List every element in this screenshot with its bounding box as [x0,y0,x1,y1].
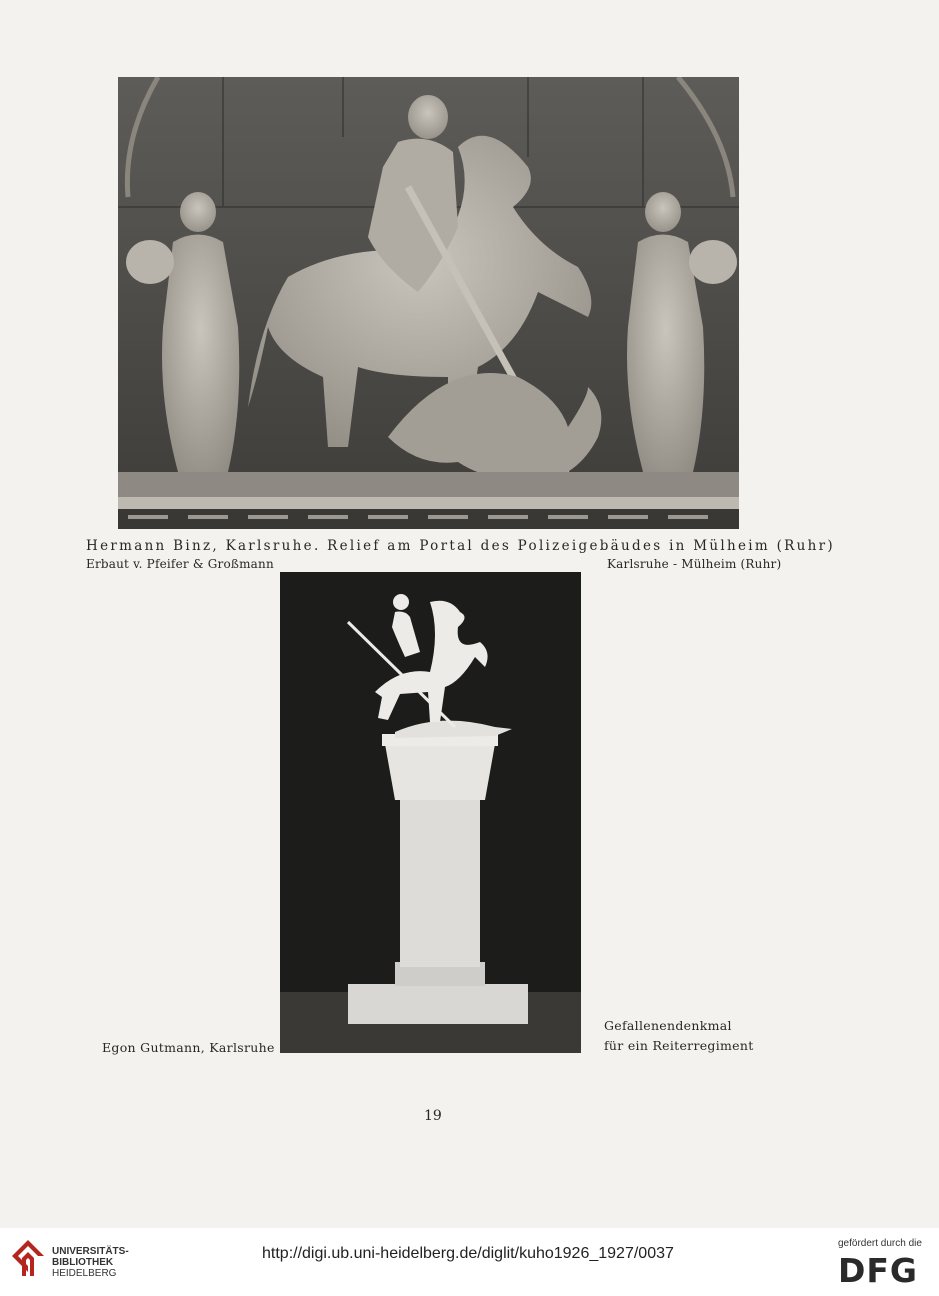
memorial-title-line2: für ein Reiterregiment [604,1038,754,1053]
university-library-name[interactable]: UNIVERSITÄTS- BIBLIOTHEK HEIDELBERG [52,1246,129,1279]
university-library-logo-icon[interactable] [10,1238,46,1278]
relief-caption: Hermann Binz, Karlsruhe. Relief am Portal des Polizeigebäudes in Mülheim (Ruhr) [86,538,835,554]
page-number: 19 [424,1108,442,1124]
location-credit: Karlsruhe - Mülheim (Ruhr) [607,557,782,571]
dfg-logo[interactable]: DFG [838,1251,919,1290]
relief-photo [118,77,739,529]
funding-label: gefördert durch die [838,1238,922,1249]
memorial-title-line1: Gefallenendenkmal [604,1018,732,1033]
memorial-photo [280,572,581,1053]
architect-credit: Erbaut v. Pfeifer & Großmann [86,557,274,571]
artist-caption: Egon Gutmann, Karlsruhe [102,1040,275,1055]
permalink-url[interactable]: http://digi.ub.uni-heidelberg.de/diglit/kuho1926_1927/0037 [262,1245,674,1262]
